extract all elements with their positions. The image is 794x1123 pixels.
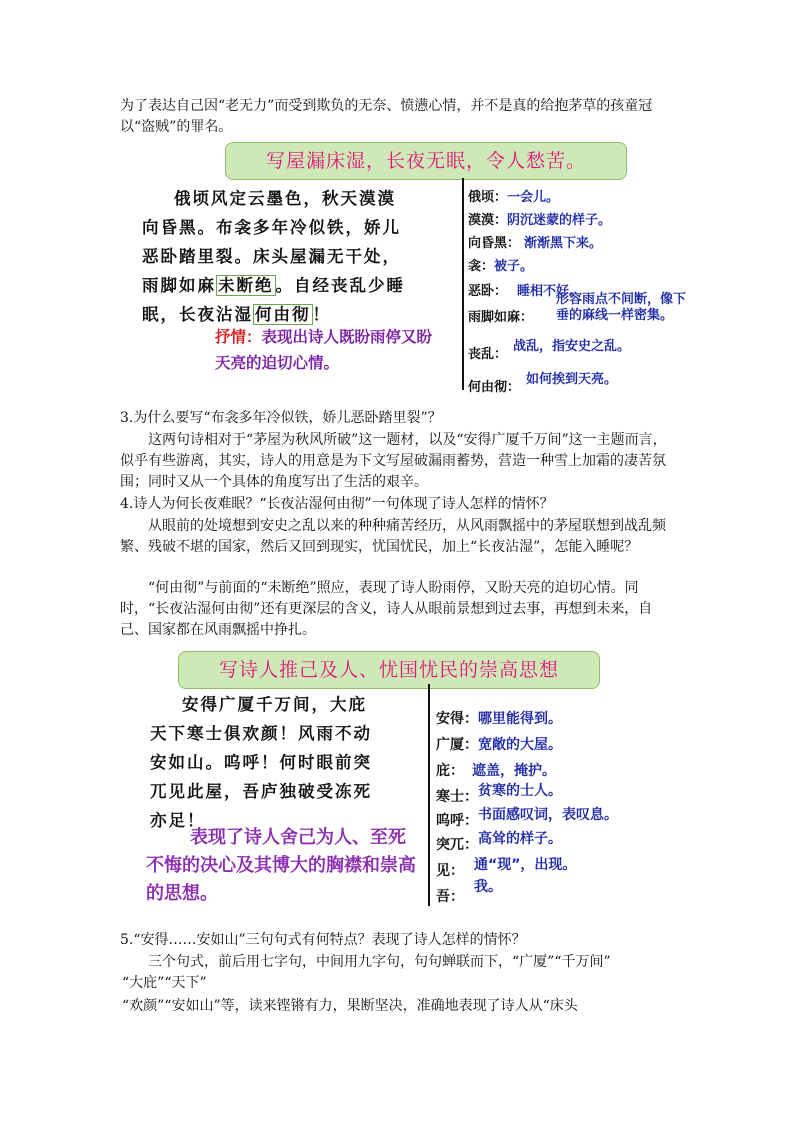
gloss-item: 衾：被子。 [468,259,534,274]
poem-segment: 。自经丧乱少睡 [275,276,405,295]
note-label: 抒情： [215,328,262,346]
poem-line [142,271,462,300]
gloss-item: 恶卧： 睡相不好。 [468,284,583,299]
poem-line: 俄顷风定云墨色，秋天漠漠 [174,189,396,208]
poem-line: 安得广厦千万间，大庇 [182,695,367,714]
question-3: 3.为什么要写“布衾多年冷似铁，娇儿恶卧踏里裂”？ [120,410,442,426]
gloss-item: 安得：哪里能得到。 [436,711,562,727]
note-text: 表现出诗人既盼雨停又盼天亮的迫切心情。 [215,328,433,372]
answer-3: 这两句诗相对于“茅屋为秋风所破”这一题材，以及“安得广厦千万间”这一主题而言，似乎有些游离，其实，诗人的用意是为下文写屋破漏雨蓄势，营造一种雪上加霜的凄苦氛围；同时又从一个具体的角度写出了生活的艰辛。 [120,432,667,490]
poem-line: 恶卧踏里裂。床头屋漏无干处， [142,247,401,266]
gloss-item: 庇： 遮盖，掩护。 [436,763,556,779]
section2-banner: 写诗人推己及人、忧国忧民的崇高思想 [178,651,600,689]
answer-5-part3: “欢颜”“安如山”等，读来铿锵有力，果断坚决，准确地表现了诗人从“床头 [122,998,578,1014]
poem-line: 天下寒士俱欢颜！风雨不动 [150,724,372,743]
section1-divider [462,178,464,390]
section1-lyric-note [215,324,435,376]
gloss-item: 俄顷：一会儿。 [468,190,560,205]
gloss-item: 向昏黑： 渐渐黑下来。 [468,236,603,251]
gloss-item: 呜呼：书面感叹词，表叹息。 [436,807,618,829]
poem-segment: ！ [312,305,331,324]
question-5: 5.“安得……安如山”三句句式有何特点？表现了诗人怎样的情怀？ [120,932,526,948]
gloss-item: 广厦：宽敞的大屋。 [436,737,562,753]
answer-5-part2: “大庇”“天下” [122,975,207,991]
highlight-he-you-che: 何由彻 [255,305,311,324]
section2-divider [428,684,430,906]
gloss-item: 漠漠：阴沉迷蒙的样子。 [468,213,612,228]
gloss-item: 寒士：贫寒的士人。 [436,783,562,805]
poem-segment: 眠，长夜沾湿 [142,305,253,324]
intro-paragraph: 为了表达自己因“老无力”而受到欺负的无奈、愤懑心情，并不是真的给抱茅草的孩童冠以“盗贼”的罪名。 [120,98,653,135]
gloss-item: 吾：我。 [436,879,502,905]
poem-line: 亦足！ [150,811,206,830]
poem-line: 兀见此屋，吾庐独破受冻死 [150,782,372,801]
poem-segment: 雨脚如麻 [142,276,216,295]
gloss-item: 突兀：高耸的样子。 [436,831,562,853]
gloss-item: 见： 通“现”，出现。 [436,857,577,879]
highlight-wei-duan-jue: 未断绝 [218,276,274,295]
section1-banner: 写屋漏床湿，长夜无眠，令人愁苦。 [225,142,627,180]
section2-poem [150,690,425,835]
answer-5-part1: 三个句式，前后用七字句，中间用九字句，句句蝉联而下，“广厦”“千万间” [148,954,611,970]
gloss-item: 丧乱：战乱，指安史之乱。 [468,339,631,362]
section1-poem [142,184,462,329]
gloss-item: 何由彻：如何挨到天亮。 [468,372,618,395]
poem-line: 安如山。呜呼！何时眼前突 [150,753,372,772]
question-4: 4.诗人为何长夜难眠？“长夜沾湿何由彻”一句体现了诗人怎样的情怀？ [120,496,554,512]
answer-4-part1: 从眼前的处境想到安史之乱以来的种种痛苦经历，从风雨飘摇中的茅屋联想到战乱频繁、残破不堪的国家，然后又回到现实，忧国忧民，加上“长夜沾湿”，怎能入睡呢？ [120,518,666,555]
section2-note: 表现了诗人舍己为人、至死不悔的决心及其博大的胸襟和崇高的思想。 [146,827,416,904]
poem-line: 向昏黑。布衾多年冷似铁，娇儿 [142,218,401,237]
answer-4-part2: “何由彻”与前面的“未断绝”照应，表现了诗人盼雨停，又盼天亮的迫切心情。同时，“长夜沾湿何由彻”还有更深层的含义，诗人从眼前景想到过去事，再想到未来，自己、国家都在风雨飘摇中挣扎。 [120,580,653,638]
